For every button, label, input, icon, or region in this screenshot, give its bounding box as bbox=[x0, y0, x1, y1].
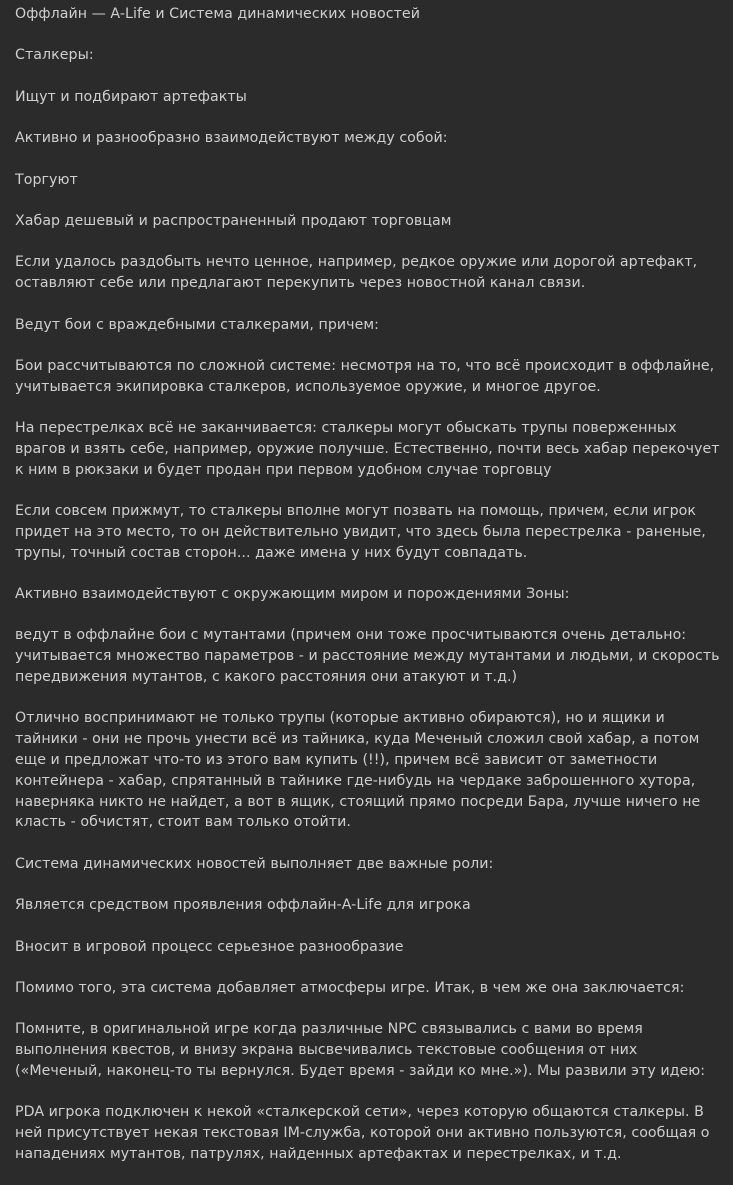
paragraph: Активно взаимодействуют с окружающим миром и порождениями Зоны: bbox=[15, 586, 570, 603]
paragraph: Отлично воспринимают не только трупы (которые активно обираются), но и ящики и тайники - они не прочь унести всё из тайника, куда Меченый сложил свой хабар, а потом еще и предложат что-то из этого вам купить (!!), причем всё зависит от заметности контейнера - хабар, спрятанный в тайнике где-нибудь на чердаке заброшенного хутора, наверняка никто не найдет, а вот в ящик, стоящий прямо посреди Бара, лучше ничего не класть - обчистят, стоит вам только отойти. bbox=[15, 710, 701, 831]
paragraph: Активно и разнообразно взаимодействуют между собой: bbox=[15, 130, 448, 147]
document-body bbox=[15, 4, 725, 1185]
doc-title: Оффлайн — A-Life и Система динамических новостей bbox=[15, 6, 420, 22]
paragraph: На перестрелках всё не заканчивается: сталкеры могут обыскать трупы поверженных врагов и взять себе, например, оружие получше. Естественно, почти весь хабар перекочует к ним в рюкзаки и будет продан при первом удобном случае торговцу bbox=[15, 420, 720, 478]
paragraph: PDA игрока подключен к некой «сталкерской сети», через которую общаются сталкеры. В ней присутствует некая текстовая IM-служба, которой они активно пользуются, сообщая о нападениях мутантов, патрулях, найденных артефактах и перестрелках, и т.д. bbox=[15, 1104, 710, 1162]
paragraph: Ведут бои с враждебными сталкерами, причем: bbox=[15, 316, 379, 333]
paragraph: Вносит в игровой процесс серьезное разнообразие bbox=[15, 938, 404, 955]
paragraph: Торгуют bbox=[15, 171, 78, 188]
paragraph: Если удалось раздобыть нечто ценное, например, редкое оружие или дорогой артефакт, оставляют себе или предлагают перекупить через новостной канал связи. bbox=[15, 254, 698, 292]
paragraph: Система динамических новостей выполняет две важные роли: bbox=[15, 855, 494, 872]
paragraph: Ищут и подбирают артефакты bbox=[15, 88, 247, 105]
paragraph: ведут в оффлайне бои с мутантами (причем они тоже просчитываются очень детально: учитывается множество параметров - и расстояние между мутантами и людьми, и скорость передвижения мутантов, с какого расстояния они атакуют и т.д.) bbox=[15, 627, 720, 686]
paragraph: Бои рассчитываются по сложной системе: несмотря на то, что всё происходит в оффлайне, учитывается экипировка сталкеров, используемое оружие, и многое другое. bbox=[15, 357, 715, 395]
section-heading-stalkers: Сталкеры: bbox=[15, 47, 94, 64]
paragraph: Если совсем прижмут, то сталкеры вполне могут позвать на помощь, причем, если игрок придет на это место, то он действительно увидит, что здесь была перестрелка - раненые, трупы, точный состав сторон... даже имена у них будут совпадать. bbox=[15, 503, 706, 561]
paragraph: Помимо того, эта система добавляет атмосферы игре. Итак, в чем же она заключается: bbox=[15, 980, 685, 996]
paragraph: Хабар дешевый и распространенный продают торговцам bbox=[15, 212, 452, 229]
paragraph: Помните, в оригинальной игре когда различные NPC связывались с вами во время выполнения квестов, и внизу экрана высвечивались текстовые сообщения от них («Меченый, наконец-то ты вернулся. Будет время - зайди ко мне.»). Мы развили эту идею: bbox=[15, 1021, 706, 1079]
paragraph: Является средством проявления оффлайн-A-Life для игрока bbox=[15, 897, 471, 914]
